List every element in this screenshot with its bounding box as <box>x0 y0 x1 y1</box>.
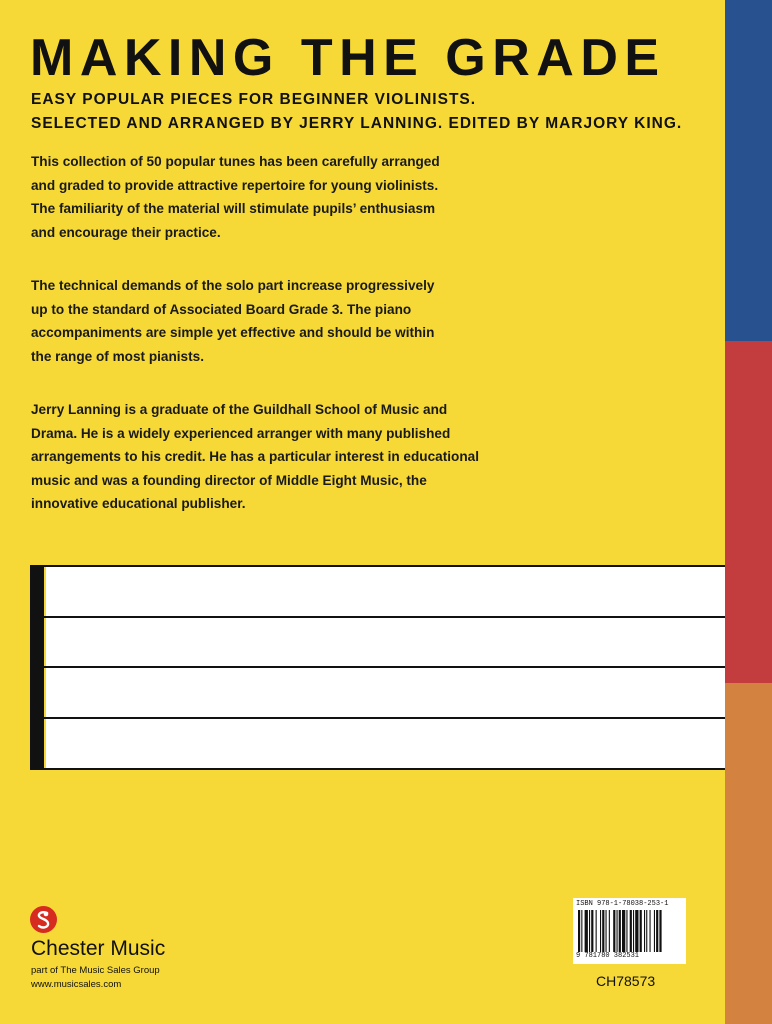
staff-space <box>46 567 725 616</box>
paragraph-line: innovative educational publisher. <box>31 496 246 511</box>
barcode-digits: 9 781780 382531 <box>576 952 640 960</box>
paragraph-line: accompaniments are simple yet effective and should be within <box>31 325 435 340</box>
paragraph-intro <box>31 150 551 244</box>
paragraph-line: arrangements to his credit. He has a particular interest in educational <box>31 449 479 464</box>
music-staff-graphic <box>30 565 725 770</box>
paragraph-line: Drama. He is a widely experienced arranger with many published <box>31 425 451 441</box>
page-title: MAKING THE GRADE <box>30 29 666 87</box>
paragraph-line: and graded to provide attractive repertoire for young violinists. <box>31 177 439 193</box>
subtitle-line-2: SELECTED AND ARRANGED BY JERRY LANNING. EDITED BY MARJORY KING. <box>31 115 683 132</box>
paragraph-line: This collection of 50 popular tunes has been carefully arranged <box>31 154 440 169</box>
paragraph-line: The technical demands of the solo part increase progressively <box>31 278 435 293</box>
chester-music-logo-icon <box>30 906 57 933</box>
barcode-bars <box>577 910 682 952</box>
paragraph-technical <box>31 274 551 368</box>
publisher-url[interactable]: www.musicsales.com <box>31 979 122 990</box>
subtitle-line-1: EASY POPULAR PIECES FOR BEGINNER VIOLINISTS. <box>31 91 477 108</box>
isbn-text: ISBN 978-1-78038-253-1 <box>576 900 669 908</box>
paragraph-line: up to the standard of Associated Board Grade 3. The piano <box>31 301 412 317</box>
paragraph-line: Jerry Lanning is a graduate of the Guildhall School of Music and <box>31 402 448 417</box>
paragraph-line: music and was a founding director of Middle Eight Music, the <box>31 472 427 488</box>
staff-barline <box>30 565 44 770</box>
staff-space <box>46 668 725 717</box>
red-color-stripe <box>725 341 772 683</box>
paragraph-author-bio <box>31 398 551 516</box>
publisher-name: Chester Music <box>31 937 166 960</box>
blue-color-stripe <box>725 0 772 341</box>
barcode <box>573 898 686 964</box>
staff-space <box>46 618 725 666</box>
orange-color-stripe <box>725 683 772 1024</box>
publisher-group: part of The Music Sales Group <box>31 965 160 976</box>
catalog-number: CH78573 <box>596 973 656 989</box>
staff-line <box>44 768 725 770</box>
paragraph-line: and encourage their practice. <box>31 224 221 240</box>
staff-space <box>46 719 725 768</box>
paragraph-line: the range of most pianists. <box>31 348 204 364</box>
paragraph-line: The familiarity of the material will stimulate pupils’ enthusiasm <box>31 201 436 216</box>
